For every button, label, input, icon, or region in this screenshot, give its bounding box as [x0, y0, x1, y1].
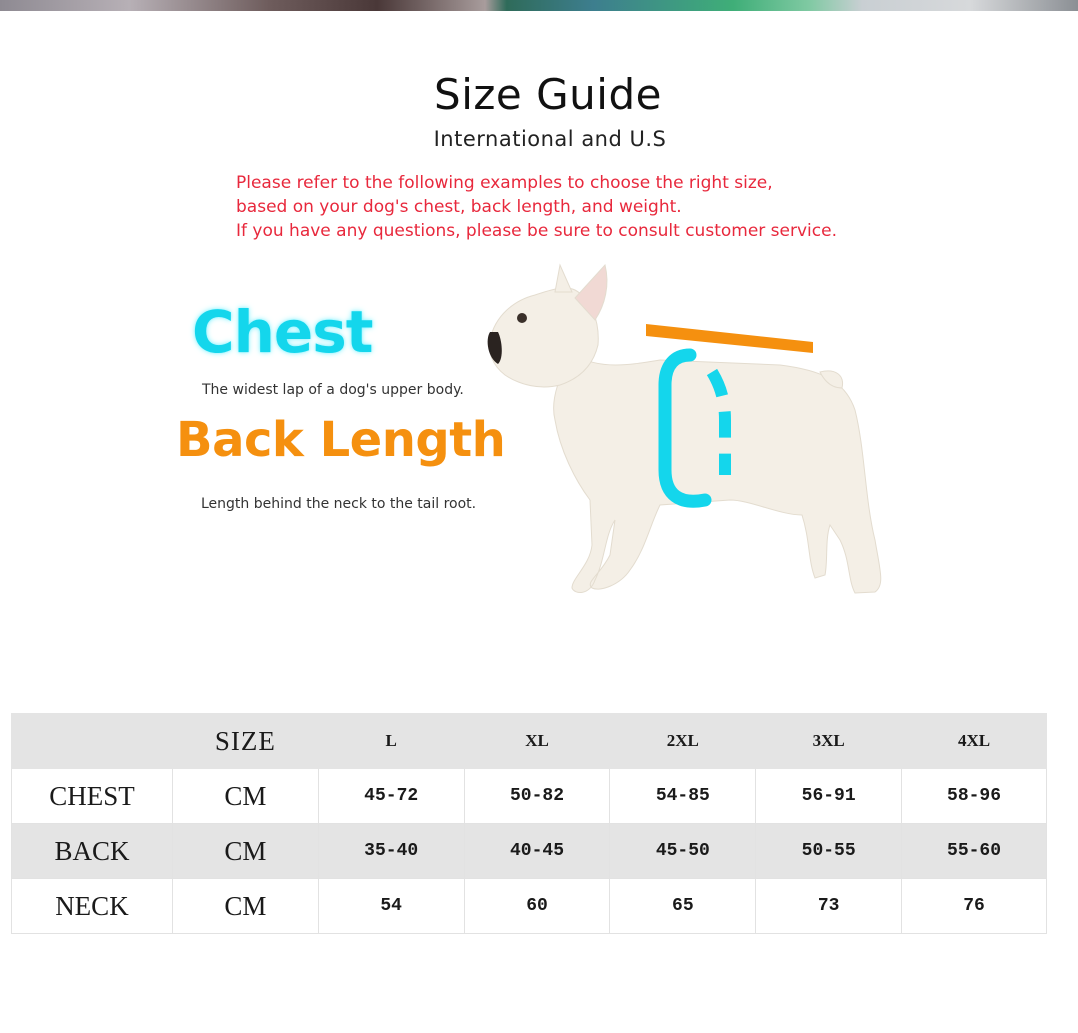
header-cell-xl: XL — [464, 714, 610, 769]
notice-line: based on your dog's chest, back length, and weight. — [236, 197, 682, 217]
back-length-marker-icon — [646, 324, 813, 353]
table-cell: 35-40 — [318, 824, 464, 879]
notice-line: If you have any questions, please be sure to consult customer service. — [236, 221, 837, 241]
notice-line: Please refer to the following examples to choose the right size, — [236, 173, 773, 193]
page-title: Size Guide — [434, 70, 662, 119]
dog-illustration — [480, 260, 900, 610]
table-header-row — [12, 714, 1047, 769]
dog-body-icon — [490, 265, 881, 593]
dog-eye-icon — [517, 313, 527, 323]
row-label: NECK — [12, 879, 173, 934]
header-cell-empty — [12, 714, 173, 769]
table-cell: 50-82 — [464, 769, 610, 824]
chest-heading: Chest — [192, 298, 373, 366]
chest-description: The widest lap of a dog's upper body. — [202, 382, 464, 398]
table-cell: 76 — [902, 879, 1047, 934]
header-cell-2xl: 2XL — [610, 714, 756, 769]
table-cell: 54 — [318, 879, 464, 934]
header-cell-4xl: 4XL — [902, 714, 1047, 769]
row-label: BACK — [12, 824, 173, 879]
size-chart-table — [11, 713, 1047, 934]
table-cell: 65 — [610, 879, 756, 934]
table-cell: 45-72 — [318, 769, 464, 824]
table-row-neck — [12, 879, 1047, 934]
row-unit: CM — [172, 879, 318, 934]
top-image-strip — [0, 0, 1078, 11]
table-row-chest — [12, 769, 1047, 824]
header-cell-3xl: 3XL — [756, 714, 902, 769]
back-length-heading: Back Length — [176, 412, 506, 468]
back-length-description: Length behind the neck to the tail root. — [201, 496, 477, 512]
table-cell: 54-85 — [610, 769, 756, 824]
row-label: CHEST — [12, 769, 173, 824]
header-cell-l: L — [318, 714, 464, 769]
dog-nose-icon — [488, 332, 502, 364]
table-cell: 56-91 — [756, 769, 902, 824]
sizing-notice — [236, 171, 837, 243]
table-cell: 58-96 — [902, 769, 1047, 824]
row-unit: CM — [172, 769, 318, 824]
table-cell: 73 — [756, 879, 902, 934]
row-unit: CM — [172, 824, 318, 879]
page-subtitle: International and U.S — [433, 127, 667, 151]
table-cell: 55-60 — [902, 824, 1047, 879]
table-row-back — [12, 824, 1047, 879]
table-cell: 40-45 — [464, 824, 610, 879]
table-cell: 60 — [464, 879, 610, 934]
header-cell-size: SIZE — [172, 714, 318, 769]
table-cell: 50-55 — [756, 824, 902, 879]
table-cell: 45-50 — [610, 824, 756, 879]
